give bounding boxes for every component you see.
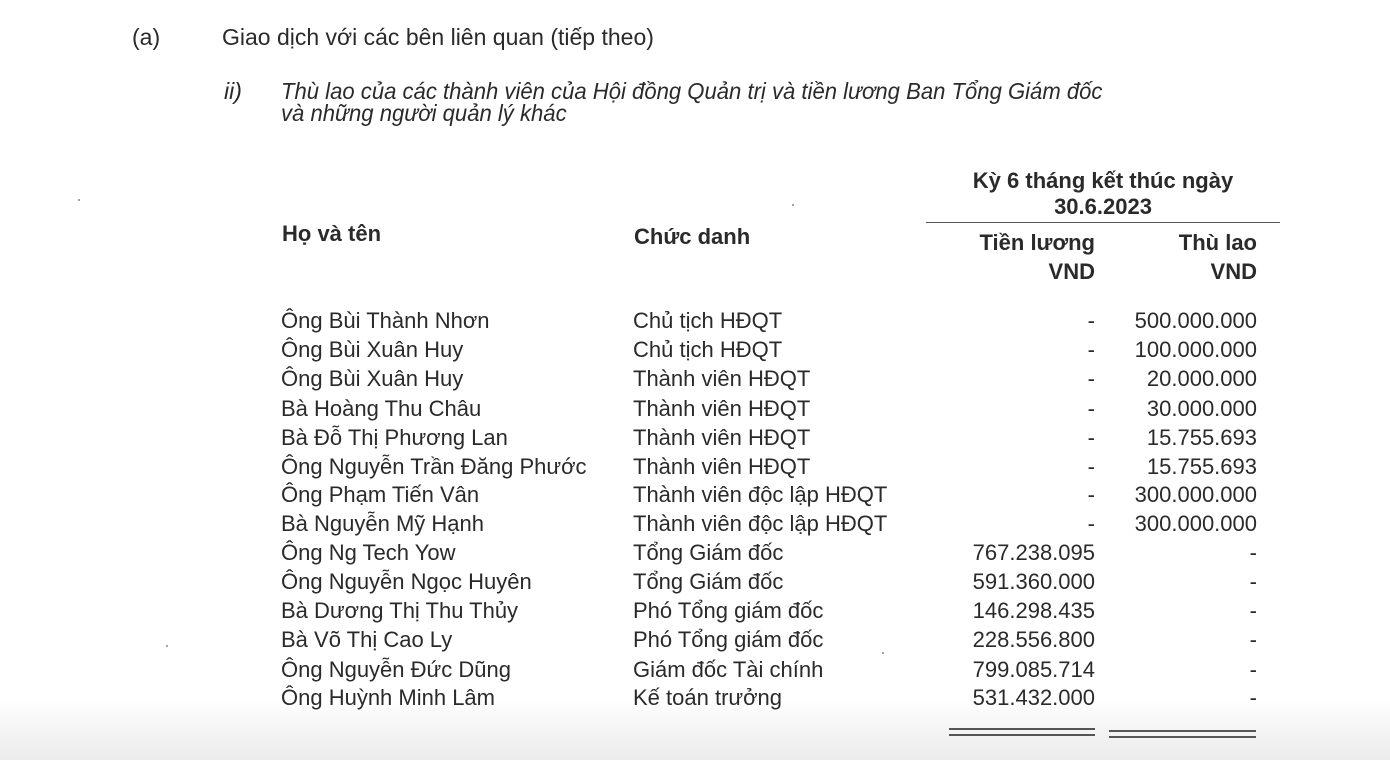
scan-speck: [882, 652, 884, 654]
section-label: (a): [132, 24, 161, 50]
period-header: [928, 168, 1278, 220]
cell-fee: -: [1249, 657, 1257, 682]
scan-speck: [792, 204, 794, 206]
cell-fee: 300.000.000: [1134, 482, 1257, 507]
table-row: [0, 396, 1390, 425]
cell-name: Bà Nguyễn Mỹ Hạnh: [281, 511, 484, 536]
cell-title: Thành viên HĐQT: [633, 454, 811, 479]
cell-title: Thành viên HĐQT: [633, 366, 811, 391]
cell-salary: 146.298.435: [972, 598, 1095, 623]
subsection-title-line2: và những người quản lý khác: [281, 100, 567, 126]
cell-salary: 531.432.000: [972, 685, 1095, 710]
section-title: Giao dịch với các bên liên quan (tiếp theo): [222, 24, 654, 50]
period-header-line2: 30.6.2023: [1054, 194, 1152, 219]
cell-name: Ông Bùi Xuân Huy: [281, 337, 464, 362]
cell-fee: -: [1249, 685, 1257, 710]
cell-salary: 799.085.714: [972, 657, 1095, 682]
cell-fee: 15.755.693: [1146, 425, 1257, 450]
cell-name: Ông Nguyễn Đức Dũng: [281, 657, 511, 682]
column-header-title: Chức danh: [634, 224, 751, 249]
cell-name: Ông Nguyễn Trần Đăng Phước: [281, 454, 587, 479]
subsection-title-line1: Thù lao của các thành viên của Hội đồng Quản trị và tiền lương Ban Tổng Giám đốc: [281, 78, 1103, 104]
table-row: [0, 598, 1390, 627]
cell-salary: -: [1087, 482, 1095, 507]
cell-salary: 767.238.095: [972, 540, 1095, 565]
cell-name: Ông Bùi Thành Nhơn: [281, 308, 490, 333]
subsection-label: ii): [224, 78, 242, 104]
table-row: [0, 337, 1390, 366]
table-row: [0, 627, 1390, 656]
column-header-salary-label: Tiền lương: [979, 230, 1095, 255]
cell-name: Ông Bùi Xuân Huy: [281, 366, 464, 391]
cell-fee: 500.000.000: [1134, 308, 1257, 333]
cell-salary: 591.360.000: [972, 569, 1095, 594]
column-header-salary: [930, 228, 1095, 286]
cell-salary: -: [1087, 425, 1095, 450]
cell-title: Thành viên HĐQT: [633, 425, 811, 450]
cell-name: Bà Dương Thị Thu Thủy: [281, 598, 519, 623]
column-header-fee-label: Thù lao: [1178, 230, 1257, 255]
cell-salary: -: [1087, 511, 1095, 536]
column-header-salary-unit: VND: [1048, 259, 1095, 284]
table-row: [0, 540, 1390, 569]
cell-fee: -: [1249, 569, 1257, 594]
scan-speck: [78, 199, 80, 201]
table-row: [0, 657, 1390, 686]
cell-name: Ông Nguyễn Ngọc Huyên: [281, 569, 532, 594]
cell-salary: -: [1087, 396, 1095, 421]
cell-fee: -: [1249, 540, 1257, 565]
table-row: [0, 454, 1390, 483]
table-row: [0, 511, 1390, 540]
cell-salary: -: [1087, 337, 1095, 362]
cell-title: Tổng Giám đốc: [633, 540, 784, 565]
cell-salary: -: [1087, 454, 1095, 479]
cell-fee: 300.000.000: [1134, 511, 1257, 536]
cell-title: Tổng Giám đốc: [633, 569, 784, 594]
fee-total-double-underline: [1109, 730, 1256, 738]
cell-title: Chủ tịch HĐQT: [633, 337, 783, 362]
cell-fee: -: [1249, 598, 1257, 623]
period-header-line1: Kỳ 6 tháng kết thúc ngày: [972, 168, 1234, 193]
table-row: [0, 308, 1390, 337]
cell-name: Bà Hoàng Thu Châu: [281, 396, 482, 421]
cell-title: Thành viên độc lập HĐQT: [633, 482, 888, 507]
cell-fee: 20.000.000: [1146, 366, 1257, 391]
column-header-fee-unit: VND: [1210, 259, 1257, 284]
salary-total-double-underline: [949, 728, 1095, 736]
table-row: [0, 482, 1390, 511]
subsection-title: [281, 80, 1102, 124]
scan-speck: [166, 645, 168, 647]
cell-salary: -: [1087, 366, 1095, 391]
cell-fee: -: [1249, 627, 1257, 652]
cell-title: Giám đốc Tài chính: [633, 657, 824, 682]
cell-title: Kế toán trưởng: [633, 685, 783, 710]
cell-name: Bà Đỗ Thị Phương Lan: [281, 425, 508, 450]
cell-fee: 100.000.000: [1134, 337, 1257, 362]
cell-salary: -: [1087, 308, 1095, 333]
cell-name: Ông Phạm Tiến Vân: [281, 482, 480, 507]
cell-title: Phó Tổng giám đốc: [633, 627, 824, 652]
table-row: [0, 366, 1390, 395]
cell-name: Ông Huỳnh Minh Lâm: [281, 685, 495, 710]
cell-title: Phó Tổng giám đốc: [633, 598, 824, 623]
cell-fee: 15.755.693: [1146, 454, 1257, 479]
table-row: [0, 569, 1390, 598]
column-header-fee: [1100, 228, 1257, 286]
table-row: [0, 425, 1390, 454]
cell-fee: 30.000.000: [1146, 396, 1257, 421]
cell-name: Bà Võ Thị Cao Ly: [281, 627, 453, 652]
table-row: [0, 685, 1390, 714]
cell-salary: 228.556.800: [972, 627, 1095, 652]
period-header-underline: [926, 222, 1280, 223]
cell-title: Thành viên HĐQT: [633, 396, 811, 421]
cell-title: Thành viên độc lập HĐQT: [633, 511, 888, 536]
cell-name: Ông Ng Tech Yow: [281, 540, 456, 565]
column-header-name: Họ và tên: [282, 221, 382, 246]
cell-title: Chủ tịch HĐQT: [633, 308, 783, 333]
